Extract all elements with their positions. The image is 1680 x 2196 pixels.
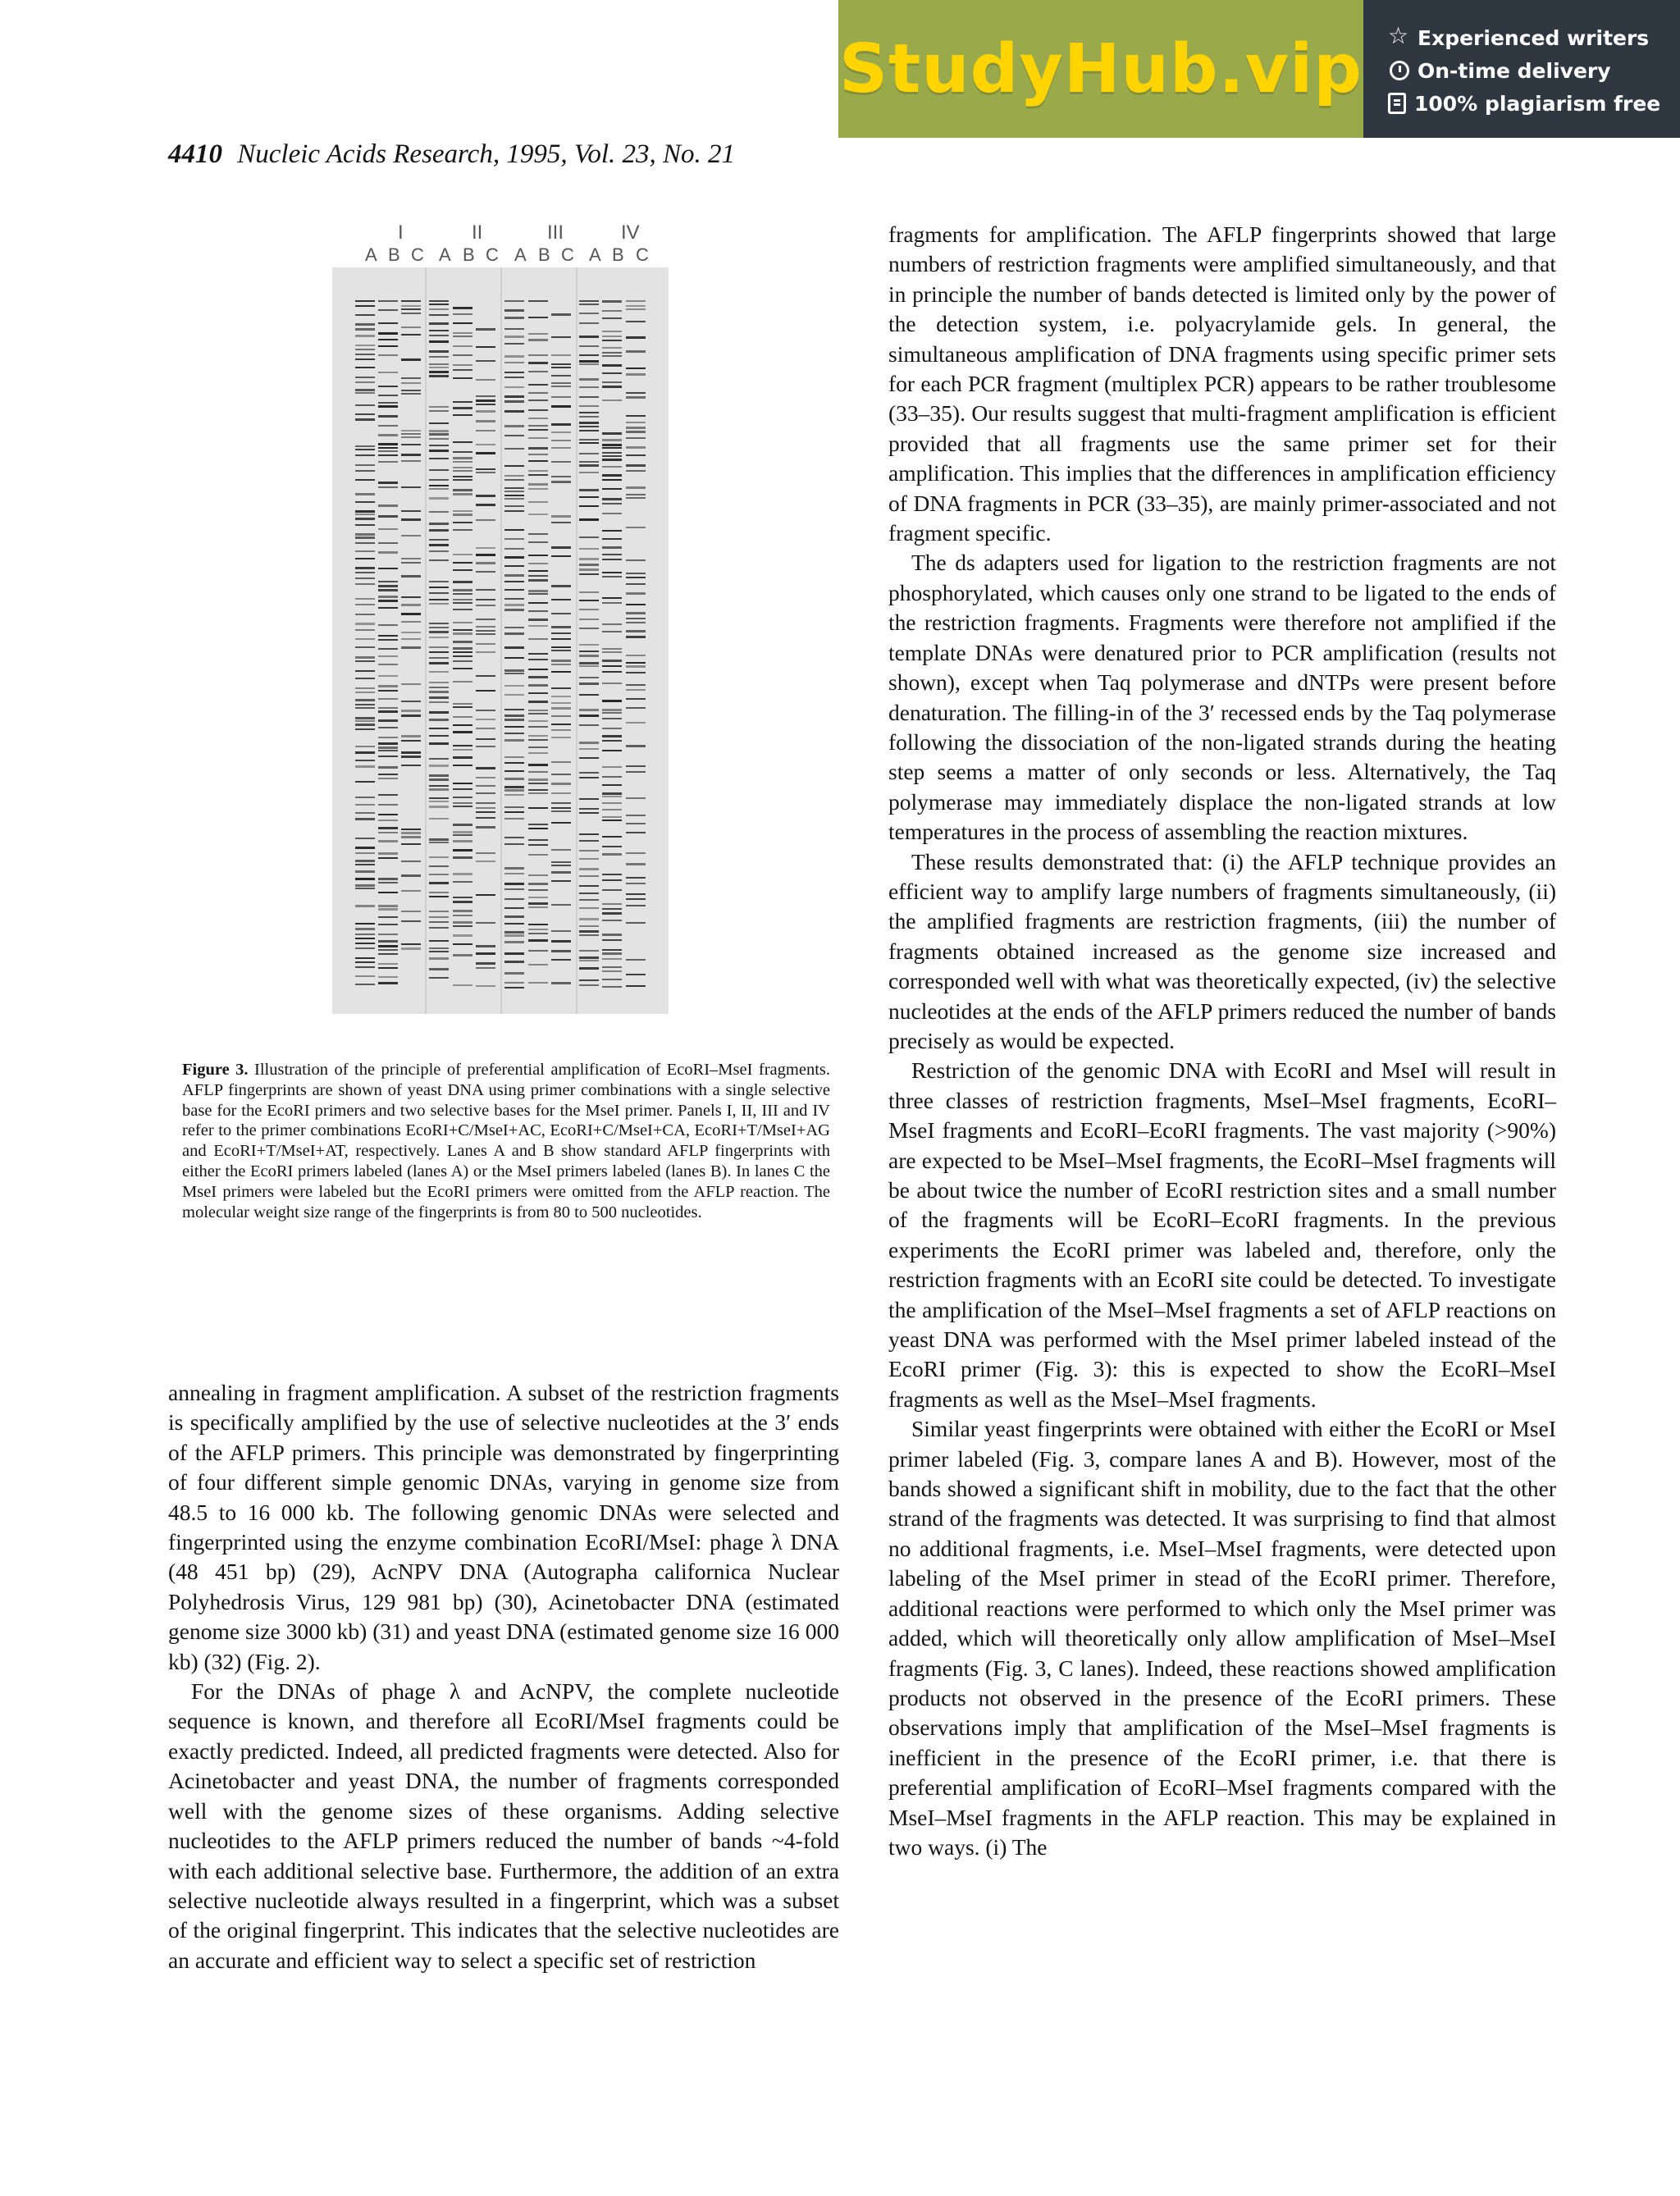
right-column bbox=[888, 220, 1556, 1862]
paragraph: These results demonstrated that: (i) the AFLP technique provides an efficient way to amplify large numbers of fragments simultaneously, (ii) the amplified fragments are restriction fragments, (iii) the number of fragments obtained increased as the genome size increased and corresponded well with what was theoretically expected, (iv) the selective nucleotides at the ends of the AFLP primers reduced the number of bands precisely as would be expected. bbox=[888, 848, 1556, 1053]
paragraph: Restriction of the genomic DNA with EcoRI and MseI will result in three classes of restriction fragments, MseI–MseI fragments, EcoRI–MseI fragments and EcoRI–EcoRI fragments. The vast majority (>90%) are expected to be MseI–MseI fragments, the EcoRI–MseI fragments will be about twice the number of EcoRI restriction sites and a small number of the fragments will be EcoRI–EcoRI fragments. In the previous experiments the EcoRI primer was labeled and, therefore, only the restriction fragments with an EcoRI site could be detected. To investigate the amplification of the MseI–MseI fragments a set of AFLP reactions on yeast DNA was performed with the MseI primer labeled instead of the EcoRI primer (Fig. 3): this is expected to show the EcoRI–MseI fragments as well as the MseI–MseI fragments. bbox=[888, 1057, 1556, 1412]
star-outline-icon bbox=[1388, 27, 1409, 48]
caption-label: Figure 3. bbox=[182, 1061, 249, 1079]
lane-label: B bbox=[388, 244, 400, 265]
panel-labels bbox=[332, 221, 669, 246]
lane-label: C bbox=[636, 244, 649, 265]
lane-label: C bbox=[486, 244, 499, 265]
page-number: 4410 bbox=[168, 139, 222, 169]
document-check-icon bbox=[1388, 93, 1406, 114]
panel-label: III bbox=[547, 221, 564, 244]
brand-logo[interactable] bbox=[838, 0, 1363, 138]
brand-name: StudyHub.vip bbox=[839, 30, 1363, 108]
paragraph: fragments for amplification. The AFLP fingerprints showed that large numbers of restriction fragments were amplified simultaneously, and that in principle the number of bands detected is limited only by the power of the detection system, i.e. polyacrylamide gels. In general, the simultaneous amplification of DNA fragments using specific primer sets for each PCR fragment (multiplex PCR) appears to be rather troublesome (33–35). Our results suggest that multi-fragment amplification is efficient provided that all fragments use the same primer set for their amplification. This implies that the differences in amplification efficiency of DNA fragments in PCR (33–35), are mainly primer-associated and not fragment specific. bbox=[888, 221, 1556, 546]
feature-item bbox=[1388, 21, 1680, 54]
lane-label: B bbox=[612, 244, 624, 265]
features-list bbox=[1363, 0, 1680, 138]
lane-label: C bbox=[411, 244, 424, 265]
lane-label: C bbox=[561, 244, 574, 265]
clock-icon bbox=[1390, 61, 1409, 80]
panel-label: IV bbox=[621, 221, 640, 244]
feature-label: 100% plagiarism free bbox=[1414, 91, 1661, 116]
caption-text: Illustration of the principle of preferential amplification of EcoRI–MseI fragments. AFLP fingerprints are shown of yeast DNA using primer combinations with a single selective base for the EcoRI primers and two selective bases for the MseI primer. Panels I, II, III and IV refer to the primer combinations EcoRI+C/MseI+AC, EcoRI+C/MseI+CA, EcoRI+T/MseI+AG and EcoRI+T/MseI+AT, respectively. Lanes A and B show standard AFLP fingerprints with either the EcoRI primers labeled (lanes A) or the MseI primers labeled (lanes B). In lanes C the MseI primers were labeled but the EcoRI primers were omitted from the AFLP reaction. The molecular weight size range of the fingerprints is from 80 to 500 nucleotides. bbox=[182, 1061, 831, 1221]
figure-caption bbox=[182, 1060, 830, 1222]
lane-label: A bbox=[514, 244, 527, 265]
gel-image bbox=[332, 267, 669, 1014]
paragraph: For the DNAs of phage λ and AcNPV, the complete nucleotide sequence is known, and therefore all EcoRI/MseI fragments could be exactly predicted. Indeed, all predicted fragments were detected. Also for Acinetobacter and yeast DNA, the number of fragments corresponded well with the genome sizes of these organisms. Adding selective nucleotides to the AFLP primers reduced the number of bands ~4-fold with each additional selective base. Furthermore, the addition of an extra selective nucleotide always resulted in a fingerprint, which was a subset of the original fingerprint. This indicates that the selective nucleotides are an accurate and efficient way to select a specific set of restriction bbox=[168, 1678, 839, 1973]
gel-bands-graphic bbox=[332, 267, 669, 1014]
paragraph: The ds adapters used for ligation to the restriction fragments are not phosphorylated, which causes only one strand to be ligated to the ends of the restriction fragments. Fragments were therefore not amplified if the template DNAs were denatured prior to PCR amplification (results not shown), except when Taq polymerase and dNTPs were present before denaturation. The filling-in of the 3′ recessed ends by the Taq polymerase following the dissociation of the non-ligated strands during the heating step seems a matter of only seconds or less. Alternatively, the Taq polymerase may immediately displace the non-ligated strands at low temperatures in the process of assembling the reaction mixtures. bbox=[888, 550, 1556, 845]
lane-label: A bbox=[439, 244, 451, 265]
feature-item bbox=[1388, 54, 1680, 87]
feature-label: Experienced writers bbox=[1418, 25, 1650, 50]
running-head bbox=[168, 139, 735, 170]
left-column bbox=[168, 1378, 839, 1975]
lane-label: B bbox=[463, 244, 475, 265]
lane-label: A bbox=[589, 244, 601, 265]
paragraph: annealing in fragment amplification. A subset of the restriction fragments is specifically amplified by the use of selective nucleotides at the 3′ ends of the AFLP primers. This principle was demonstrated by fingerprinting of four different simple genomic DNAs, varying in genome size from 48.5 to 16 000 kb. The following genomic DNAs were selected and fingerprinted using the enzyme combination EcoRI/MseI: phage λ DNA (48 451 bp) (29), AcNPV DNA (Autographa californica Nuclear Polyhedrosis Virus, 129 981 bp) (30), Acinetobacter DNA (estimated genome size 3000 kb) (31) and yeast DNA (estimated genome size 16 000 kb) (32) (Fig. 2). bbox=[168, 1380, 839, 1674]
panel-label: I bbox=[398, 221, 404, 244]
figure-3 bbox=[332, 221, 669, 1013]
feature-item bbox=[1388, 87, 1680, 120]
lane-labels bbox=[332, 244, 669, 266]
panel-label: II bbox=[472, 221, 483, 244]
paragraph: Similar yeast fingerprints were obtained with either the EcoRI or MseI primer labeled (Fig. 3, compare lanes A and B). However, most of the bands showed a significant shift in mobility, due to the fact that the other strand of the fragments was detected. It was surprising to find that almost no additional fragments, i.e. MseI–MseI fragments, were detected upon labeling of the MseI primer in stead of the EcoRI primer. Therefore, additional reactions were performed to which only the MseI primer was added, which will theoretically only allow amplification of MseI–MseI fragments (Fig. 3, C lanes). Indeed, these reactions showed amplification products not observed in the presence of the EcoRI primers. These observations imply that amplification of the MseI–MseI fragments is inefficient in the presence of the EcoRI primer, i.e. that there is preferential amplification of EcoRI–MseI fragments compared with the MseI–MseI fragments in the AFLP reaction. This may be explained in two ways. (i) The bbox=[888, 1416, 1556, 1860]
lane-label: A bbox=[365, 244, 377, 265]
lane-label: B bbox=[538, 244, 550, 265]
feature-label: On-time delivery bbox=[1418, 58, 1611, 83]
ad-banner[interactable] bbox=[838, 0, 1680, 138]
journal-citation: Nucleic Acids Research, 1995, Vol. 23, No. 21 bbox=[237, 139, 735, 169]
